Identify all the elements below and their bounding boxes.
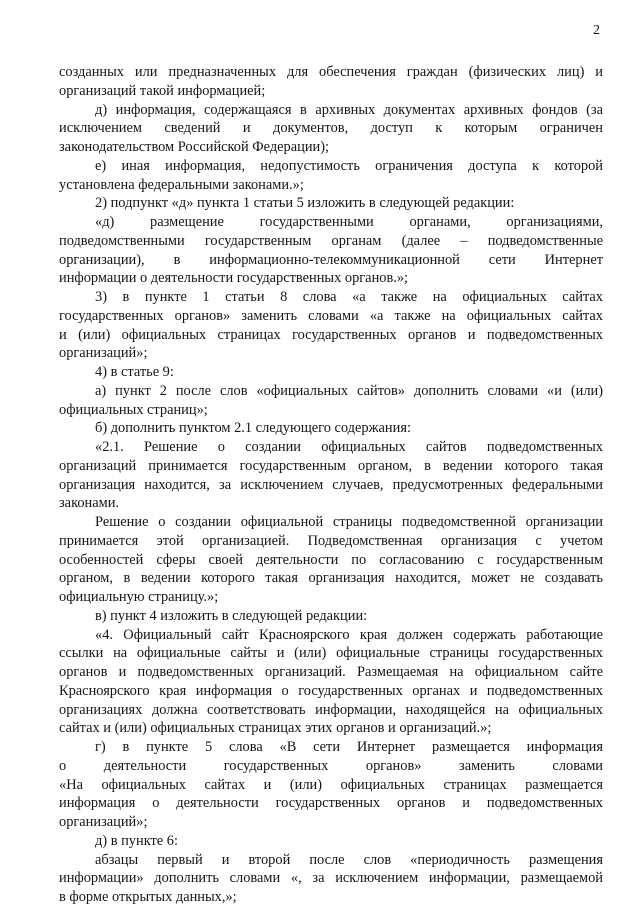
text-line: официальную страницу.»; [59, 589, 219, 605]
text-line: 4) в статье 9: [95, 364, 174, 380]
text-line: о деятельности государственных органов» заменить словами [59, 757, 603, 774]
text-line: «На официальных сайтах и (или) официальных страницах размещается [59, 776, 603, 793]
text-line: и (или) официальных страницах государственных органов и подведомственных [59, 326, 603, 343]
text-line: организаций принимается государственным органом, в ведении которого такая [59, 457, 603, 474]
text-line: органом, в ведении которого такая организация находится, может не создавать [59, 570, 603, 587]
text-line: г) в пункте 5 слова «В сети Интернет размещается информация [95, 739, 603, 755]
text-line: законодательством Российской Федерации); [59, 139, 330, 155]
text-line: законами. [59, 495, 120, 512]
text-line: особенностей сферы своей деятельности по согласованию с государственным [59, 551, 603, 568]
text-line: абзацы первый и второй после слов «периодичность размещения [95, 851, 603, 868]
text-line: в) пункт 4 изложить в следующей редакции: [95, 607, 368, 624]
text-line: организации), в информационно-телекоммуникационной сети Интернет [59, 251, 603, 268]
text-line: в форме открытых данных,»; [59, 889, 237, 905]
text-line: информации о деятельности государственных органов.»; [59, 270, 409, 287]
text-line: исключением сведений и документов, доступ к которым ограничен [59, 120, 603, 137]
text-line: организация находится, за исключением случаев, предусмотренных федеральными [59, 476, 603, 493]
text-line: д) в пункте 6: [95, 832, 178, 849]
text-line: 2) подпункт «д» пункта 1 статьи 5 изложить в следующей редакции: [95, 195, 515, 212]
text-line: информация о деятельности государственных органов и подведомственных [59, 795, 603, 812]
text-line: органов и подведомственных организаций. Размещаемая на официальном сайте [59, 664, 603, 680]
text-line: 3) в пункте 1 статьи 8 слова «а также на официальных сайтах [95, 289, 603, 305]
text-line: д) информация, содержащаяся в архивных документах архивных фондов (за [95, 101, 603, 118]
text-line: принимается этой организацией. Подведомственная организация с учетом [59, 532, 603, 549]
text-line: созданных или предназначенных для обеспечения граждан (физических лиц) и [59, 64, 603, 80]
text-line: Решение о создании официальной страницы подведомственной организации [95, 514, 603, 530]
document-body [59, 63, 603, 907]
text-line: информации» дополнить словами «, за исключением информации, размещаемой [59, 870, 603, 887]
text-line: государственных органов» заменить словами «а также на официальных сайтах [59, 307, 603, 324]
text-line: «2.1. Решение о создании официальных сайтов подведомственных [95, 439, 603, 455]
text-line: организаций такой информацией; [59, 82, 266, 99]
text-line: подведомственными государственным органам (далее – подведомственные [59, 232, 603, 249]
text-line: установлена федеральными законами.»; [59, 176, 304, 193]
text-line: сайтах и (или) официальных страницах этих органов и организаций.»; [59, 720, 492, 737]
text-line: ссылки на официальные сайты и (или) официальные страницы государственных [59, 645, 603, 662]
text-line: организациях должна соответствовать информации, находящейся на официальных [59, 701, 603, 718]
text-line: официальных страниц»; [59, 401, 208, 418]
text-line: Красноярского края информация о государственных органах и подведомственных [59, 682, 603, 699]
text-line: организаций»; [59, 345, 148, 362]
text-line: б) дополнить пунктом 2.1 следующего содержания: [95, 420, 411, 437]
text-line: организаций»; [59, 814, 148, 830]
text-line: «4. Официальный сайт Красноярского края должен содержать работающие [95, 626, 603, 643]
page-number: 2 [593, 23, 600, 38]
text-line: «д) размещение государственными органами, организациями, [95, 214, 603, 230]
text-line: а) пункт 2 после слов «официальных сайтов» дополнить словами «и (или) [95, 382, 603, 399]
text-line: е) иная информация, недопустимость ограничения доступа к которой [95, 157, 603, 174]
